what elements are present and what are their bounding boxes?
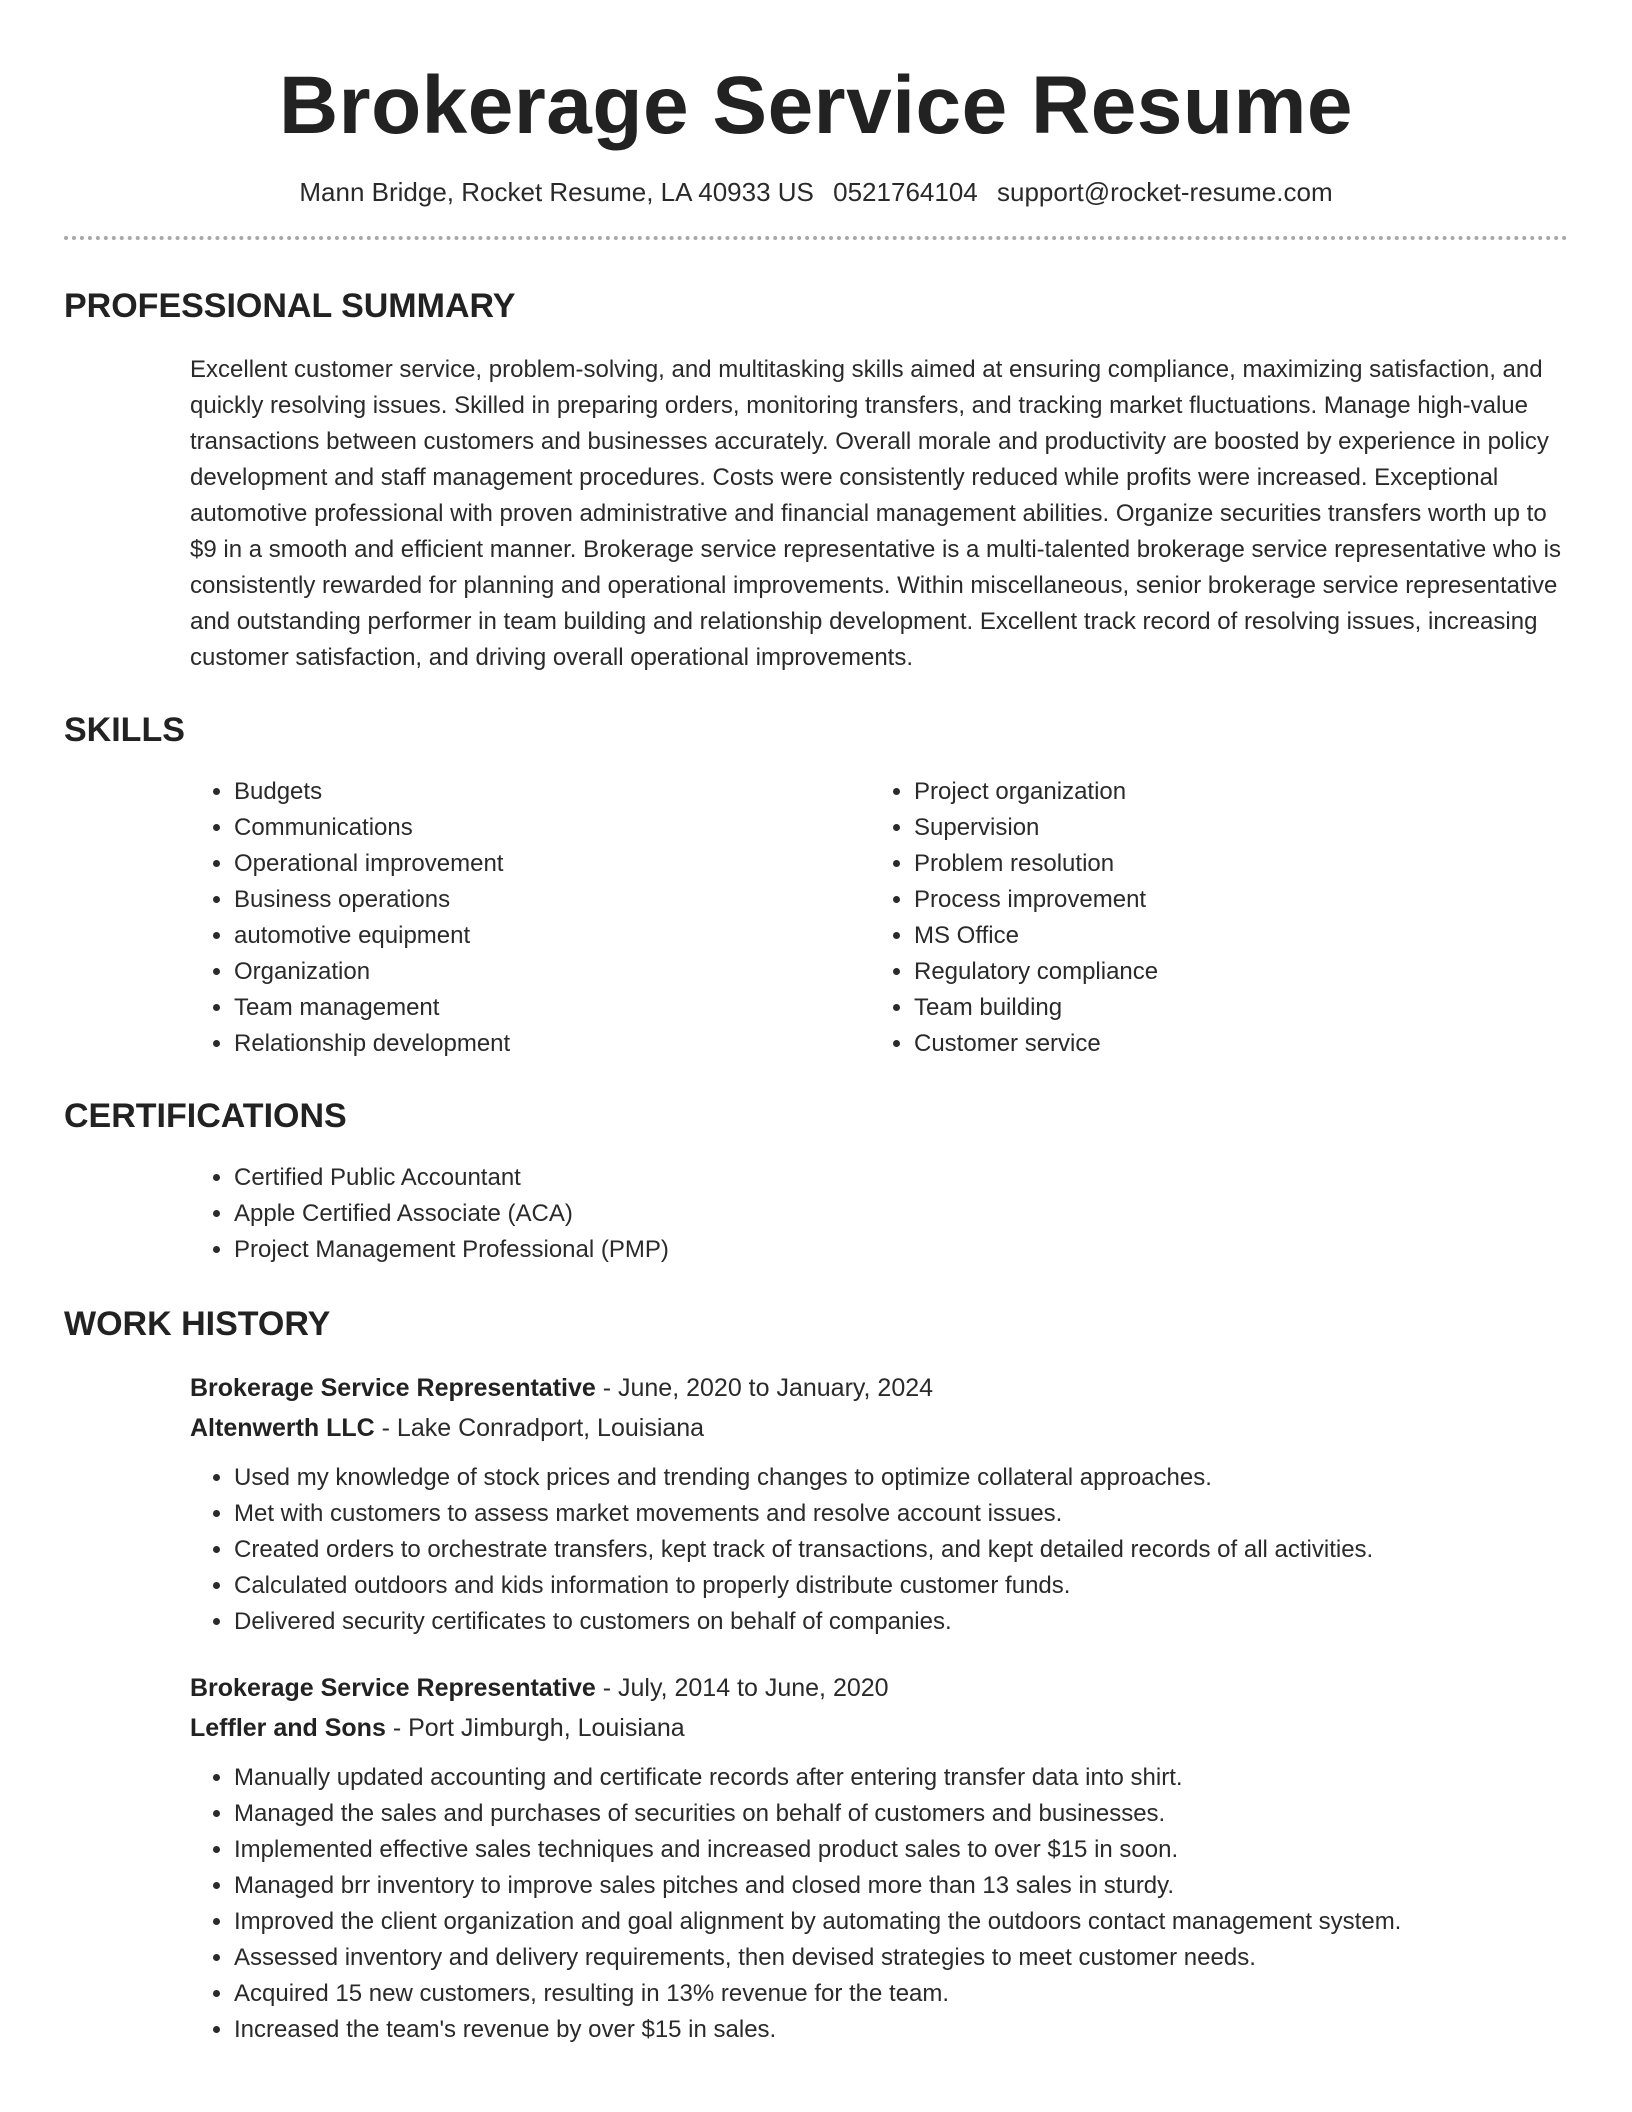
job-company: Altenwerth LLC [190, 1414, 375, 1442]
skills-section [64, 708, 1568, 1062]
skills-columns [190, 774, 1568, 1062]
skill-item: • Project organization [914, 774, 1550, 810]
skills-list-right [870, 774, 1550, 1062]
summary-section [64, 284, 1568, 676]
skill-item: • Communications [234, 810, 870, 846]
skill-item: • Customer service [914, 1026, 1550, 1062]
job-title-line [190, 1668, 1568, 1708]
work-history-section [64, 1302, 1568, 2048]
job-location: - Port Jimburgh, Louisiana [385, 1714, 685, 1742]
job-bullet: • Managed the sales and purchases of securities on behalf of customers and businesses. [234, 1796, 1568, 1832]
resume-header [64, 0, 1568, 210]
summary-text: Excellent customer service, problem-solving, and multitasking skills aimed at ensuring compliance, maximizing satisfaction, and quickly resolving issues. Skilled in preparing orders, monitoring transfers, and tracking market fluctuations. Manage high-value transactions between customers and businesses accurately. Overall morale and productivity are boosted by experience in policy development and staff management procedures. Costs were consistently reduced while profits were increased. Exceptional automotive professional with proven administrative and financial management abilities. Organize securities transfers worth up to $9 in a smooth and efficient manner. Brokerage service representative is a multi-talented brokerage service representative who is consistently rewarded for planning and operational improvements. Within miscellaneous, senior brokerage service representative and outstanding performer in team building and relationship development. Excellent track record of resolving issues, increasing customer satisfaction, and driving overall operational improvements. [190, 356, 1561, 671]
job-bullet: • Used my knowledge of stock prices and trending changes to optimize collateral approaches. [234, 1460, 1568, 1496]
certification-item: • Apple Certified Associate (ACA) [234, 1196, 1568, 1232]
job-bullets [190, 1760, 1568, 2048]
work-history-heading: WORK HISTORY [64, 1305, 331, 1343]
header-divider [64, 236, 1568, 240]
skill-item: • Process improvement [914, 882, 1550, 918]
certification-item: • Project Management Professional (PMP) [234, 1232, 1568, 1268]
certifications-list [190, 1160, 1568, 1268]
certification-item: • Certified Public Accountant [234, 1160, 1568, 1196]
job-title-line [190, 1368, 1568, 1408]
job-company-line [190, 1408, 1568, 1448]
job-bullet: • Delivered security certificates to customers on behalf of companies. [234, 1604, 1568, 1640]
skill-item: • Supervision [914, 810, 1550, 846]
job-entry [190, 1368, 1568, 1640]
contact-address: Mann Bridge, Rocket Resume, LA 40933 US [299, 177, 814, 207]
contact-phone: 0521764104 [833, 177, 978, 207]
skill-item: • automotive equipment [234, 918, 870, 954]
job-bullet: • Manually updated accounting and certificate records after entering transfer data into shirt. [234, 1760, 1568, 1796]
job-bullet: • Calculated outdoors and kids information to properly distribute customer funds. [234, 1568, 1568, 1604]
skill-item: • Budgets [234, 774, 870, 810]
job-company-line [190, 1708, 1568, 1748]
job-bullet: • Acquired 15 new customers, resulting in 13% revenue for the team. [234, 1976, 1568, 2012]
job-title: Brokerage Service Representative [190, 1374, 596, 1402]
job-entry [190, 1668, 1568, 2048]
skill-item: • Problem resolution [914, 846, 1550, 882]
job-dates: - July, 2014 to June, 2020 [595, 1674, 889, 1702]
job-location: - Lake Conradport, Louisiana [374, 1414, 705, 1442]
certifications-heading: CERTIFICATIONS [64, 1097, 347, 1135]
skill-item: • Operational improvement [234, 846, 870, 882]
job-company: Leffler and Sons [190, 1714, 386, 1742]
job-bullet: • Improved the client organization and goal alignment by automating the outdoors contact management system. [234, 1904, 1568, 1940]
skill-item: • Regulatory compliance [914, 954, 1550, 990]
job-bullet: • Managed brr inventory to improve sales pitches and closed more than 13 sales in sturdy. [234, 1868, 1568, 1904]
contact-email: support@rocket-resume.com [996, 177, 1333, 207]
skill-item: • Relationship development [234, 1026, 870, 1062]
contact-line [64, 174, 1568, 210]
job-bullet: • Implemented effective sales techniques and increased product sales to over $15 in soon. [234, 1832, 1568, 1868]
job-title: Brokerage Service Representative [190, 1674, 596, 1702]
skill-item: • Organization [234, 954, 870, 990]
job-bullet: • Increased the team's revenue by over $15 in sales. [234, 2012, 1568, 2048]
skills-list-left [190, 774, 870, 1062]
skills-heading: SKILLS [64, 711, 185, 749]
job-bullet: • Created orders to orchestrate transfers, kept track of transactions, and kept detailed records of all activities. [234, 1532, 1568, 1568]
certifications-section [64, 1094, 1568, 1268]
job-bullets [190, 1460, 1568, 1640]
skill-item: • Business operations [234, 882, 870, 918]
job-bullet: • Assessed inventory and delivery requirements, then devised strategies to meet customer needs. [234, 1940, 1568, 1976]
skill-item: • MS Office [914, 918, 1550, 954]
skill-item: • Team management [234, 990, 870, 1026]
job-dates: - June, 2020 to January, 2024 [595, 1374, 934, 1402]
resume-title: Brokerage Service Resume [278, 60, 1354, 151]
job-bullet: • Met with customers to assess market movements and resolve account issues. [234, 1496, 1568, 1532]
skill-item: • Team building [914, 990, 1550, 1026]
summary-heading: PROFESSIONAL SUMMARY [64, 287, 516, 325]
